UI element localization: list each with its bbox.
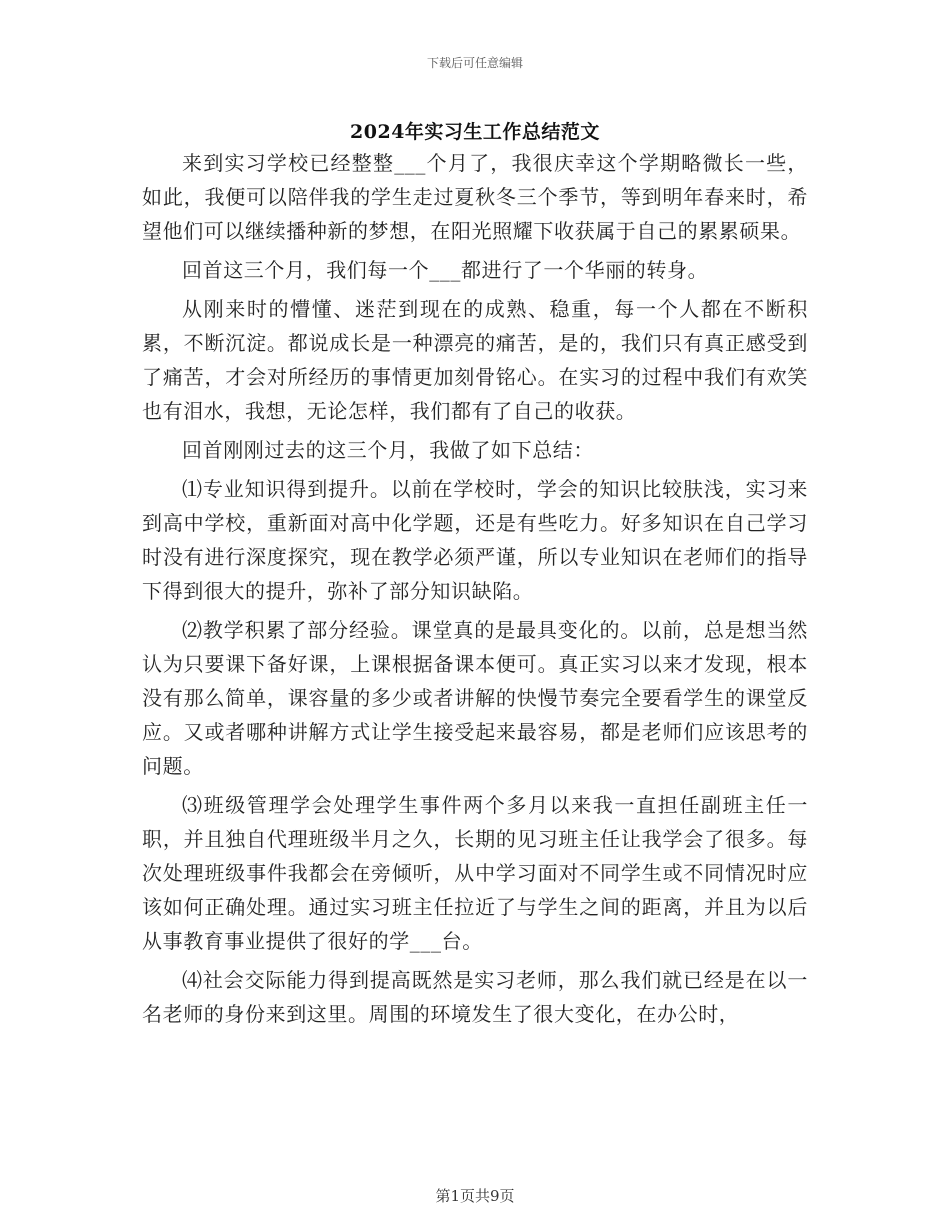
page-indicator: 第1页共9页 xyxy=(435,1187,515,1205)
header-note: 下载后可任意编辑 xyxy=(426,56,523,70)
paragraph: 从刚来时的懵懂、迷茫到现在的成熟、稳重，每一个人都在不断积累，不断沉淀。都说成长是一种漂亮的痛苦，是的，我们只有真正感受到了痛苦，才会对所经历的事情更加刻骨铭心。在实习的过程中我们有欢笑也有泪水，我想，无论怎样，我们都有了自己的收获。 xyxy=(142,297,808,423)
paragraph: ⑷社会交际能力得到提高既然是实习老师，那么我们就已经是在以一名老师的身份来到这里。周围的环境发生了很大变化，在办公时， xyxy=(142,968,808,1026)
paragraph: ⑵教学积累了部分经验。课堂真的是最具变化的。以前，总是想当然认为只要课下备好课，上课根据备课本便可。真正实习以来才发现，根本没有那么简单，课容量的多少或者讲解的快慢节奏完全要看学生的课堂反应。又或者哪种讲解方式让学生接受起来最容易，都是老师们应该思考的问题。 xyxy=(142,618,808,778)
paragraph: 来到实习学校已经整整___个月了，我很庆幸这个学期略微长一些，如此，我便可以陪伴我的学生走过夏秋冬三个季节，等到明年春来时，希望他们可以继续播种新的梦想，在阳光照耀下收获属于自己的累累硕果。 xyxy=(142,151,808,243)
paragraph: 回首这三个月，我们每一个___都进行了一个华丽的转身。 xyxy=(182,258,709,282)
document-body xyxy=(142,146,808,1036)
document-title: 2024年实习生工作总结范文 xyxy=(350,121,600,143)
paragraph: 回首刚刚过去的这三个月，我做了如下总结： xyxy=(182,438,594,462)
paragraph: ⑴专业知识得到提升。以前在学校时，学会的知识比较肤浅，实习来到高中学校，重新面对高中化学题，还是有些吃力。好多知识在自己学习时没有进行深度探究，现在教学必须严谨，所以专业知识在老师们的指导下得到很大的提升，弥补了部分知识缺陷。 xyxy=(142,477,808,603)
paragraph: ⑶班级管理学会处理学生事件两个多月以来我一直担任副班主任一职，并且独自代理班级半月之久，长期的见习班主任让我学会了很多。每次处理班级事件我都会在旁倾听，从中学习面对不同学生或不同情况时应该如何正确处理。通过实习班主任拉近了与学生之间的距离，并且为以后从事教育事业提供了很好的学___台。 xyxy=(142,793,808,953)
